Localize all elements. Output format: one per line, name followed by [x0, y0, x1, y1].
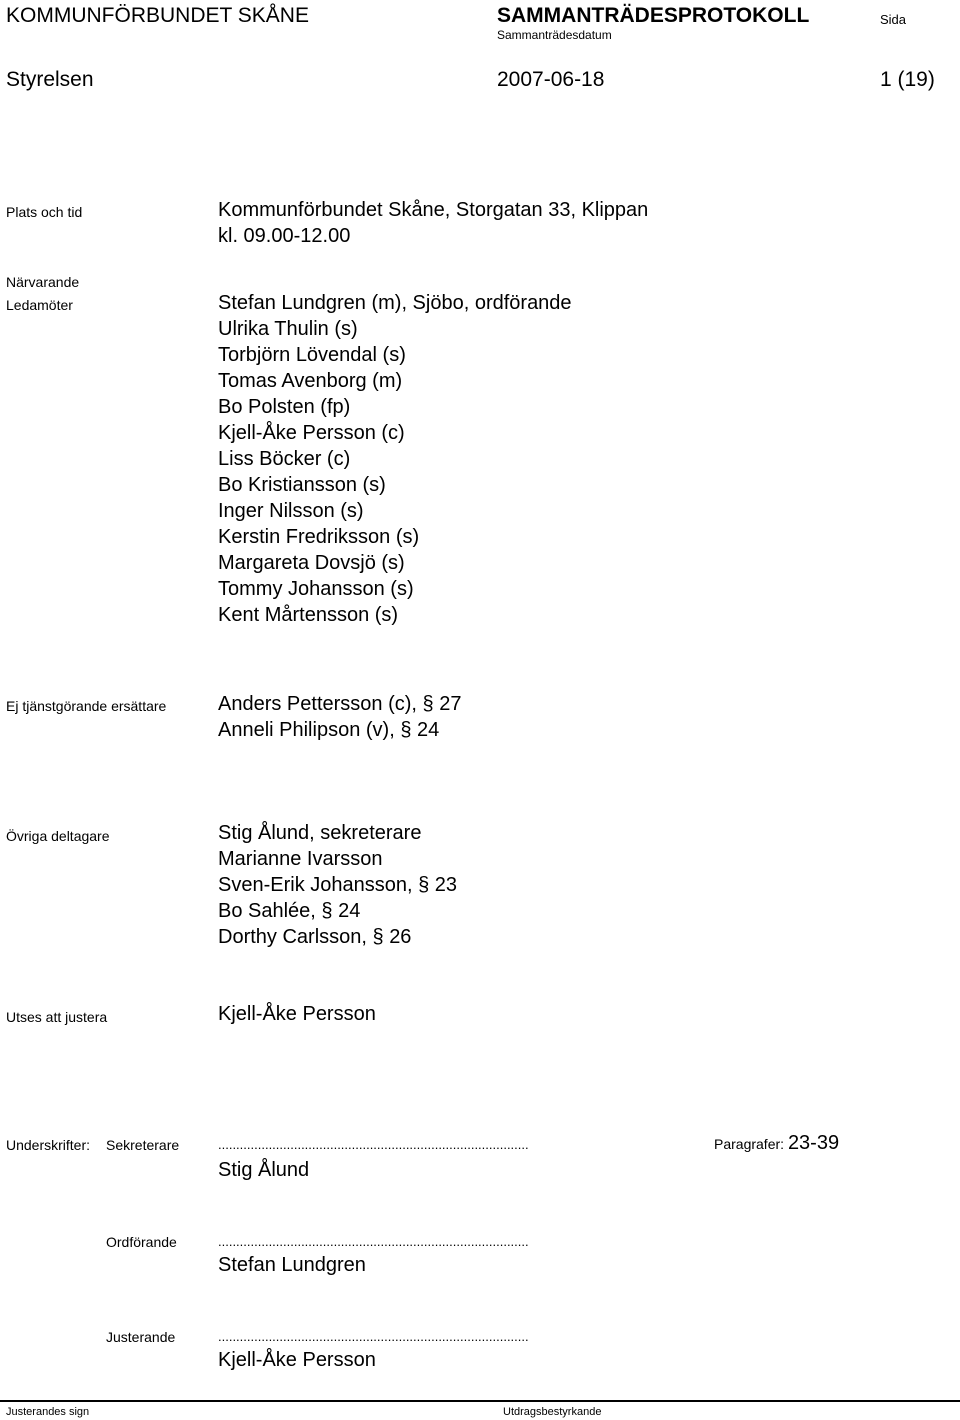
adjust-label: Utses att justera — [6, 1009, 108, 1025]
footer-adjusters-sign: Justerandes sign — [6, 1406, 90, 1418]
other-item: Bo Sahlée, § 24 — [218, 900, 361, 922]
section-sign: § — [418, 874, 430, 896]
member-item: Bo Polsten (fp) — [218, 396, 351, 418]
other-item: Sven-Erik Johansson, § 23 — [218, 874, 458, 896]
page-label: Sida — [880, 12, 907, 27]
members-list — [218, 290, 572, 628]
member-item: Liss Böcker (c) — [218, 448, 351, 470]
adjust-name: Kjell-Åke Persson — [218, 1003, 376, 1025]
body-name: Styrelsen — [6, 68, 94, 91]
signatures-label: Underskrifter: — [6, 1137, 91, 1153]
secretary-signature-line: ...................................................................................... — [218, 1137, 529, 1152]
paragraphs-value: 23-39 — [787, 1132, 840, 1154]
substitutes-list — [218, 691, 461, 743]
member-item: Kjell-Åke Persson (c) — [218, 422, 405, 444]
substitute-item: Anders Pettersson (c), § 27 — [218, 693, 462, 715]
section-sign: § — [422, 693, 434, 715]
footer-extract-certification: Utdragsbestyrkande — [503, 1406, 602, 1418]
member-item: Inger Nilsson (s) — [218, 500, 364, 522]
chair-role: Ordförande — [106, 1234, 177, 1250]
member-item: Torbjörn Lövendal (s) — [218, 344, 406, 366]
meeting-date: 2007-06-18 — [497, 68, 605, 91]
member-item: Margareta Dovsjö (s) — [218, 552, 405, 574]
document-type: SAMMANTRÄDESPROTOKOLL — [497, 4, 810, 27]
place-label: Plats och tid — [6, 204, 83, 220]
section-sign: § — [400, 719, 412, 741]
other-item: Stig Ålund, sekreterare — [218, 822, 422, 844]
time-line: kl. 09.00-12.00 — [218, 225, 351, 247]
section-sign: § — [321, 900, 333, 922]
adjuster-signature-line: ...................................................................................... — [218, 1329, 529, 1344]
chair-signature-line: ...................................................................................... — [218, 1234, 529, 1249]
page-number: 1 (19) — [880, 68, 935, 91]
section-sign: § — [372, 926, 384, 948]
paragraphs — [714, 1132, 839, 1155]
others-list — [218, 820, 457, 950]
date-label: Sammanträdesdatum — [497, 28, 612, 42]
adjuster-role: Justerande — [106, 1329, 176, 1345]
secretary-role: Sekreterare — [106, 1137, 180, 1153]
other-item: Dorthy Carlsson, § 26 — [218, 926, 412, 948]
footer-divider — [0, 1400, 960, 1402]
organization-name: KOMMUNFÖRBUNDET SKÅNE — [6, 4, 309, 27]
member-item: Tommy Johansson (s) — [218, 578, 414, 600]
paragraphs-label: Paragrafer: — [714, 1136, 785, 1152]
member-item: Tomas Avenborg (m) — [218, 370, 403, 392]
others-label: Övriga deltagare — [6, 828, 110, 844]
member-item: Ulrika Thulin (s) — [218, 318, 358, 340]
member-item: Kerstin Fredriksson (s) — [218, 526, 420, 548]
member-item: Stefan Lundgren (m), Sjöbo, ordförande — [218, 292, 572, 314]
member-item: Kent Mårtensson (s) — [218, 604, 399, 626]
member-item: Bo Kristiansson (s) — [218, 474, 386, 496]
chair-name: Stefan Lundgren — [218, 1254, 366, 1276]
other-item: Marianne Ivarsson — [218, 848, 383, 870]
place-value — [218, 197, 648, 249]
place-line: Kommunförbundet Skåne, Storgatan 33, Klippan — [218, 199, 649, 221]
secretary-name: Stig Ålund — [218, 1159, 310, 1181]
present-label: Närvarande — [6, 274, 80, 290]
members-label: Ledamöter — [6, 297, 73, 313]
substitute-item: Anneli Philipson (v), § 24 — [218, 719, 440, 741]
substitutes-label: Ej tjänstgörande ersättare — [6, 698, 167, 714]
adjuster-name: Kjell-Åke Persson — [218, 1349, 376, 1371]
